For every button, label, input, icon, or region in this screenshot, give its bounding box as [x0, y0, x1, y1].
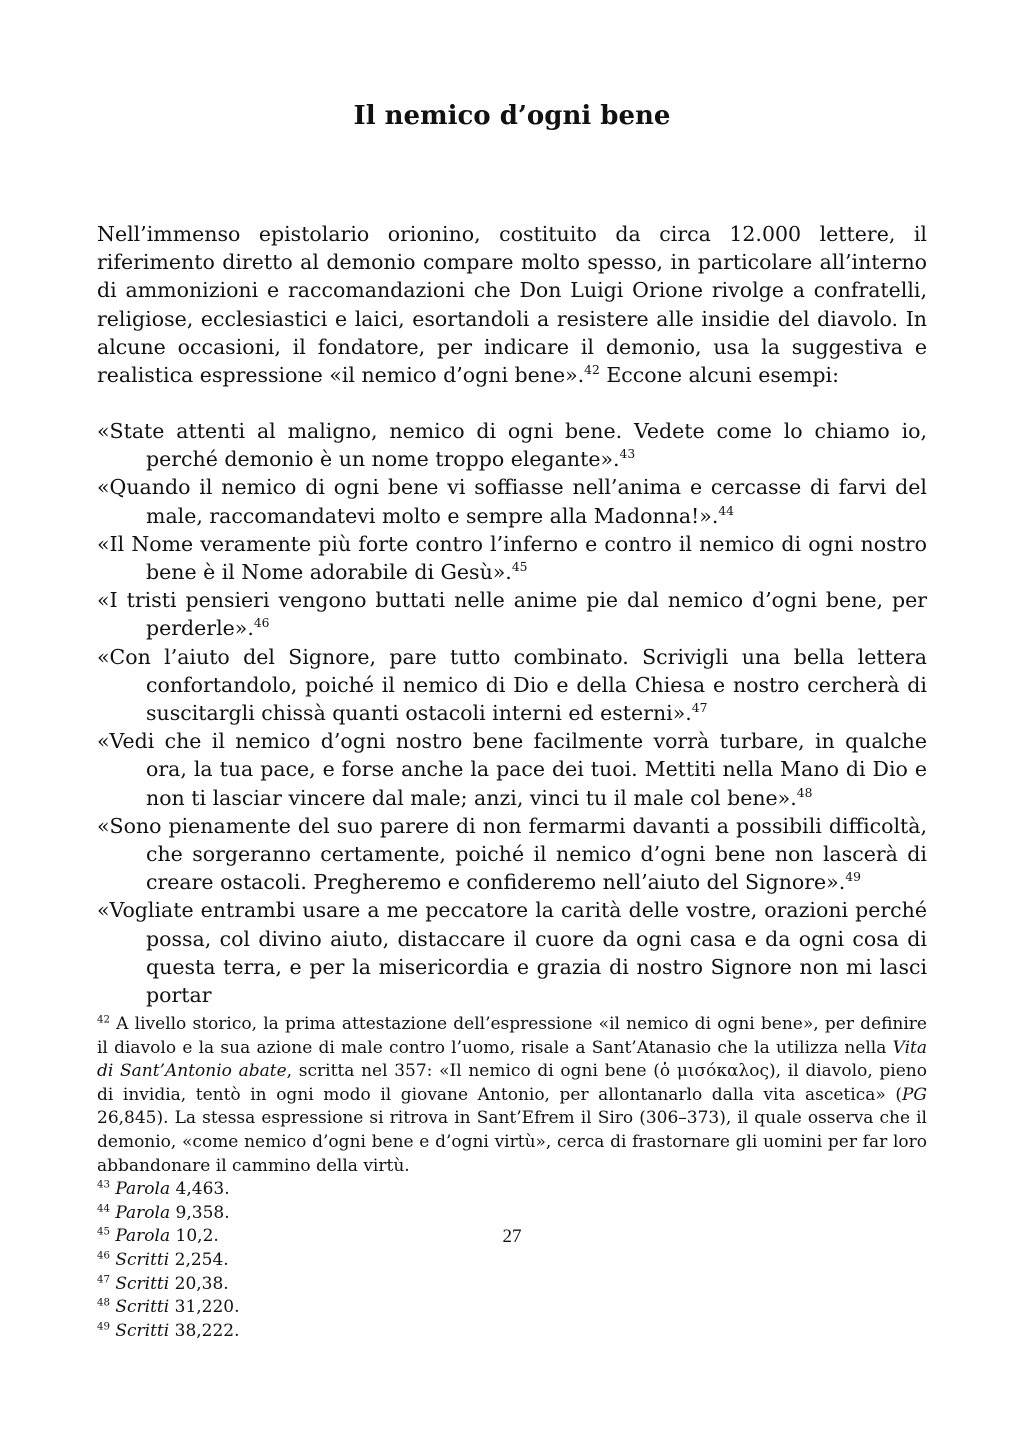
quote-item [97, 812, 927, 897]
footnote-46 [97, 1249, 927, 1273]
quote-text: «Il Nome veramente più forte contro l’inferno e contro il nemico di ogni nostro bene è il Nome adorabile di Gesù». [97, 531, 927, 585]
footnote-49 [97, 1320, 927, 1344]
quote-text: «Vedi che il nemico d’ogni nostro bene facilmente vorrà turbare, in qualche ora, la tua pace, e forse anche la pace dei tuoi. Mettiti nella Mano di Dio e non ti lasciar vincere dal male; anzi, vinci tu il male col bene». [97, 729, 927, 810]
footnote-work: Scritti [115, 1273, 170, 1294]
quote-item [97, 896, 927, 1009]
footnote-ref: 47 [691, 701, 708, 716]
footnote-ref-text: 10,2. [170, 1226, 219, 1247]
footnote-work: Scritti [115, 1320, 170, 1341]
footnote-number: 45 [97, 1226, 110, 1238]
footnote-ref-text: 38,222. [169, 1320, 240, 1341]
intro-tail: Eccone alcuni esempi: [599, 363, 840, 388]
footnote-number: 42 [97, 1014, 110, 1026]
quote-item [97, 417, 927, 473]
footnote-ref: 48 [796, 785, 813, 800]
footnote-number: 46 [97, 1250, 110, 1262]
quote-text: «State attenti al maligno, nemico di ogni bene. Vedete come lo chiamo io, perché demonio è un nome troppo elegante». [97, 419, 927, 472]
footnote-42 [97, 1013, 927, 1178]
page-number: 27 [502, 1226, 522, 1247]
footnote-ref: 49 [845, 870, 861, 885]
footnote-abbrev-italic: PG [901, 1084, 927, 1105]
footnote-number: 44 [97, 1203, 110, 1215]
footnote-ref: 45 [511, 560, 528, 575]
footnote-number: 47 [97, 1273, 110, 1285]
footnote-title-italic: Vita di Sant’Antonio abate [97, 1037, 927, 1082]
footnote-ref-text: 31,220. [169, 1297, 240, 1318]
footnote-ref-text: 9,358. [170, 1202, 230, 1223]
quote-item [97, 643, 927, 728]
footnote-number: 48 [97, 1297, 110, 1309]
quote-item [97, 530, 927, 586]
quote-text: «Vogliate entrambi usare a me peccatore la carità delle vostre, orazioni perché possa, col divino aiuto, distaccare il cuore da ogni casa e da ogni cosa di questa terra, e per la misericordia e grazia di nostro Signore non mi lasci portar [97, 898, 927, 1008]
chapter-title: Il nemico d’ogni bene [353, 101, 671, 131]
quote-item [97, 727, 927, 812]
footnote-ref-text: 4,463. [170, 1179, 230, 1200]
quote-text: «Quando il nemico di ogni bene vi soffiasse nell’anima e cercasse di farvi del male, raccomandatevi molto e sempre alla Madonna!». [97, 475, 927, 528]
footnote-text: 26,845). La stessa espressione si ritrova in Sant’Efrem il Siro (306–373), il quale osserva che il demonio, «come nemico d’ogni bene e d’ogni virtù», cerca di frastornare gli uomini per far loro abbandonare il cammino della virtù. [97, 1108, 927, 1176]
quote-item [97, 586, 927, 642]
quote-text: «Sono pienamente del suo parere di non fermarmi davanti a possibili difficoltà, che sorgeranno certamente, poiché il nemico d’ogni bene non lascerà di creare ostacoli. Pregheremo e confideremo nell’aiuto del Signore». [97, 813, 927, 895]
quote-text: «I tristi pensieri vengono buttati nelle anime pie dal nemico d’ogni bene, per perderle». [97, 588, 927, 641]
footnote-number: 43 [97, 1179, 110, 1191]
footnote-work: Scritti [115, 1249, 170, 1270]
quotes-list [97, 417, 927, 1009]
footnote-ref-text: 2,254. [169, 1249, 229, 1270]
footnote-text: A livello storico, la prima attestazione dell’espressione «il nemico di ogni bene», per definire il diavolo e la sua azione di male contro l’uomo, risale a Sant’Atanasio che la utilizza nella [97, 1014, 927, 1058]
footnote-work: Parola [115, 1179, 171, 1200]
footnote-work: Parola [115, 1226, 171, 1247]
footnote-ref: 46 [253, 616, 270, 631]
quote-text: «Con l’aiuto del Signore, pare tutto combinato. Scrivigli una bella lettera confortandolo, poiché il nemico di Dio e della Chiesa e nostro cercherà di suscitargli chissà quanti ostacoli interni ed esterni». [97, 644, 927, 726]
quote-item [97, 473, 927, 529]
footnote-work: Scritti [115, 1297, 170, 1318]
footnote-number: 49 [97, 1321, 110, 1333]
footnote-text: , scritta nel 357: «Il nemico di ogni bene (ὁ μισόκαλος), il diavolo, pieno di invidia, tentò in ogni modo il giovane Antonio, per allontanarlo dalla vita ascetica» ( [97, 1061, 927, 1105]
footnote-47 [97, 1273, 927, 1297]
footnote-ref: 43 [619, 447, 636, 462]
footnote-48 [97, 1296, 927, 1320]
footnote-43 [97, 1178, 927, 1202]
intro-text: Nell’immenso epistolario orionino, costituito da circa 12.000 lettere, il riferimento diretto al demonio compare molto spesso, in particolare all’interno di ammonizioni e raccomandazioni che Don Luigi Orione rivolge a confratelli, religiose, ecclesiastici e laici, esortandoli a resistere alle insidie del diavolo. In alcune occasioni, il fondatore, per indicare il demonio, usa la suggestiva e realistica espressione «il nemico d’ogni bene». [97, 222, 927, 388]
footnote-ref: 44 [718, 503, 735, 518]
footnote-work: Parola [115, 1202, 171, 1223]
footnotes-section [97, 1013, 927, 1343]
footnote-44 [97, 1202, 927, 1226]
footnote-ref-42: 42 [584, 363, 600, 378]
intro-paragraph [97, 220, 927, 389]
footnote-ref-text: 20,38. [169, 1273, 229, 1294]
